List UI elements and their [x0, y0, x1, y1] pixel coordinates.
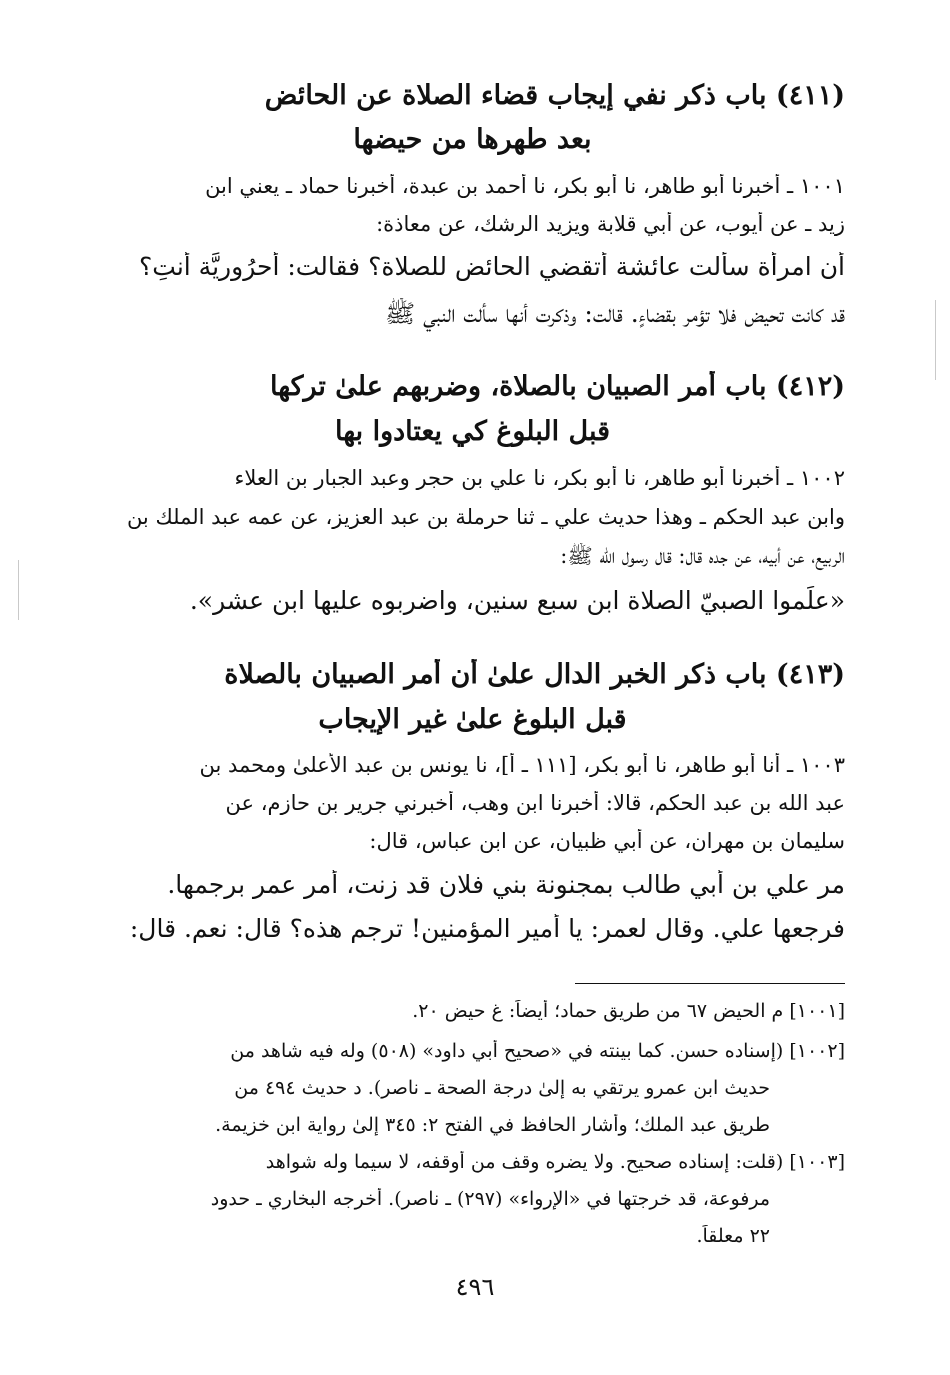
footnote-1002-line: [١٠٠٢] (إسناده حسن. كما بينته في «صحيح أبي داود» (٥٠٨) وله فيه شاهد من	[230, 1040, 845, 1062]
chapter-412-subtitle: قبل البلوغ كي يعتادوا بها	[335, 416, 610, 447]
hadith-1003-isnad-line: سليمان بن مهران، عن أبي ظبيان، عن ابن عباس، قال:	[369, 829, 845, 853]
footnote-1002-line: طريق عبد الملك؛ وأشار الحافظ في الفتح ٢: ٣٤٥ إلىٰ رواية ابن خزيمة.	[215, 1114, 770, 1136]
scan-artifact-line	[935, 300, 936, 380]
hadith-1003-matn-line: مر علي بن أبي طالب بمجنونة بني فلان قد زنت، أمر عمر برجمها.	[167, 870, 845, 899]
hadith-1001-matn-line: أن امرأة سألت عائشة أتقضي الحائض للصلاة؟ فقالت: أحرُورِيَّة أنتِ؟	[139, 252, 845, 281]
footnote-1003-line: [١٠٠٣] (قلت: إسناده صحيح. ولا يضره وقف من أوقفه، لا سيما وله شواهد	[265, 1151, 845, 1173]
hadith-1002-matn-line: «علِّموا الصبيّ الصلاة ابن سبع سنين، واضربوه عليها ابن عشرٍ».	[189, 586, 845, 615]
hadith-1002-isnad-line: الربيع، عن أبيه، عن جده قال: قال رسول الله ﷺ:	[560, 544, 845, 568]
hadith-1001-isnad-line: زيد ـ عن أيوب، عن أبي قلابة ويزيد الرشك، عن معاذة:	[376, 212, 845, 236]
footnote-1001: [١٠٠١] م الحيض ٦٧ من طريق حماد؛ أيضاً: غ حيض ٢٠.	[412, 1000, 845, 1022]
chapter-412-title: (٤١٢) باب أمر الصبيان بالصلاة، وضربهم علىٰ تركها	[269, 371, 845, 402]
footnote-1002-line: حديث ابن عمرو يرتقي به إلىٰ درجة الصحة ـ ناصر). د حديث ٤٩٤ من	[234, 1077, 770, 1099]
page-number: ٤٩٦	[455, 1273, 495, 1301]
chapter-413-title: (٤١٣) باب ذكر الخبر الدال علىٰ أن أمر الصبيان بالصلاة	[224, 659, 845, 690]
chapter-413-subtitle: قبل البلوغ علىٰ غير الإيجاب	[318, 704, 627, 735]
hadith-1002-isnad-line: ١٠٠٢ ـ أخبرنا أبو طاهر، نا أبو بكر، نا علي بن حجر وعبد الجبار بن العلاء	[234, 466, 845, 490]
hadith-1001-isnad-line: ١٠٠١ ـ أخبرنا أبو طاهر، نا أبو بكر، نا أحمد بن عبدة، أخبرنا حماد ـ يعني ابن	[205, 174, 845, 198]
chapter-411-subtitle: بعد طهرها من حيضها	[353, 124, 592, 155]
hadith-1001-matn-line: قد كانت تحيض فلا تؤمر بقضاءٍ. قالت: وذكرت أنها سألت النبي ﷺ	[385, 299, 845, 328]
chapter-411-title: (٤١١) باب ذكر نفي إيجاب قضاء الصلاة عن الحائض	[264, 80, 845, 111]
footnote-separator	[575, 983, 845, 984]
hadith-1003-matn-line: فرجعها علي. وقال لعمر: يا أمير المؤمنين! ترجم هذه؟ قال: نعم. قال:	[129, 914, 845, 943]
hadith-1002-isnad-line: وابن عبد الحكم ـ وهذا حديث علي ـ ثنا حرملة بن عبد العزيز، عن عمه عبد الملك بن	[126, 505, 845, 529]
hadith-1003-isnad-line: ١٠٠٣ ـ أنا أبو طاهر، نا أبو بكر، [١١١ ـ أ]، نا يونس بن عبد الأعلىٰ ومحمد بن	[199, 753, 845, 777]
footnote-1003-line: مرفوعة، قد خرجتها في «الإرواء» (٢٩٧) ـ ناصر). أخرجه البخاري ـ حدود	[210, 1188, 770, 1210]
footnote-1003-line: ٢٢ معلقاً.	[696, 1225, 770, 1247]
hadith-1003-isnad-line: عبد الله بن عبد الحكم، قالا: أخبرنا ابن وهب، أخبرني جرير بن حازم، عن	[225, 791, 845, 815]
scan-artifact-line	[18, 560, 19, 620]
